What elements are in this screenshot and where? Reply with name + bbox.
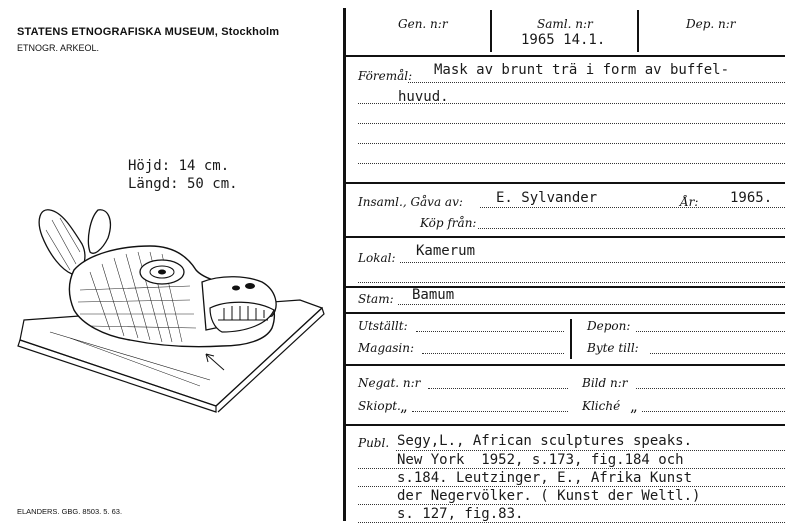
museum-title: STATENS ETNOGRAFISKA MUSEUM, Stockholm <box>17 26 280 38</box>
rule-utstallt <box>345 364 785 366</box>
publ-line-4: der Negervölker. ( Kunst der Weltl.) <box>397 488 701 504</box>
byte-label: Byte till: <box>587 341 639 355</box>
publ-dotline-2 <box>358 468 785 469</box>
foremal-dotline-5 <box>358 163 785 164</box>
foremal-line2: huvud. <box>398 89 449 105</box>
kliche-dotline <box>642 411 785 412</box>
magasin-label: Magasin: <box>358 341 415 355</box>
rule-top <box>345 55 785 57</box>
kliche-quote: „ <box>630 397 638 415</box>
stam-label: Stam: <box>358 292 394 306</box>
foremal-dotline-4 <box>358 143 785 144</box>
insaml-value: E. Sylvander <box>496 190 598 206</box>
top-divider-1 <box>490 10 492 52</box>
foremal-dotline-3 <box>358 123 785 124</box>
card-left-border <box>343 8 346 521</box>
kop-dotline <box>478 228 785 229</box>
skiopt-label: Skiopt. <box>358 399 401 413</box>
byte-dotline <box>650 353 785 354</box>
saml-value: 1965 14.1. <box>521 32 606 48</box>
ar-value: 1965. <box>730 190 773 206</box>
rule-stam <box>345 312 785 314</box>
bild-label: Bild n:r <box>582 376 628 390</box>
foremal-label: Föremål: <box>358 69 413 83</box>
publ-dotline-3 <box>358 486 785 487</box>
utstallt-label: Utställt: <box>358 319 408 333</box>
stam-value: Bamum <box>412 287 455 303</box>
skiopt-quote: „ <box>400 397 408 415</box>
publ-line-1: Segy,L., African sculptures speaks. <box>397 433 693 449</box>
stam-dotline <box>398 304 785 305</box>
publ-line-3: s.184. Leutzinger, E., Afrika Kunst <box>397 470 693 486</box>
negat-label: Negat. n:r <box>358 376 421 390</box>
publ-dotline-4 <box>358 504 785 505</box>
kop-label: Köp från: <box>420 216 477 230</box>
length-text: Längd: 50 cm. <box>128 176 238 192</box>
rule-foremal <box>345 182 785 184</box>
saml-label: Saml. n:r <box>537 17 593 31</box>
negat-dotline <box>428 388 568 389</box>
printer-imprint: ELANDERS. GBG. 8503. 5. 63. <box>17 507 123 516</box>
publ-label: Publ. <box>358 436 390 450</box>
ar-label: År: <box>680 195 699 209</box>
skiopt-dotline <box>412 411 568 412</box>
bild-dotline <box>636 388 785 389</box>
foremal-dotline-1 <box>408 82 785 83</box>
depon-label: Depon: <box>587 319 631 333</box>
top-divider-2 <box>637 10 639 52</box>
lokal-dotline-2 <box>358 282 785 283</box>
foremal-dotline-2 <box>358 103 785 104</box>
lokal-dotline-1 <box>400 262 785 263</box>
lokal-label: Lokal: <box>358 251 396 265</box>
mid-divider <box>570 319 572 359</box>
rule-negat <box>345 424 785 426</box>
gen-label: Gen. n:r <box>398 17 448 31</box>
publ-dotline-5 <box>358 522 785 523</box>
rule-lokal <box>345 286 785 288</box>
dep-label: Dep. n:r <box>686 17 736 31</box>
utstallt-dotline <box>416 331 564 332</box>
rule-insaml <box>345 236 785 238</box>
buffalo-mask-drawing <box>10 190 340 420</box>
department-label: ETNOGR. ARKEOL. <box>17 43 100 53</box>
lokal-value: Kamerum <box>416 243 476 259</box>
publ-line-5: s. 127, fig.83. <box>397 506 524 522</box>
depon-dotline <box>636 331 785 332</box>
height-text: Höjd: 14 cm. <box>128 158 230 174</box>
insaml-dotline <box>480 207 785 208</box>
foremal-line1: Mask av brunt trä i form av buffel- <box>434 62 730 78</box>
publ-line-2: New York 1952, s.173, fig.184 och <box>397 452 684 468</box>
magasin-dotline <box>422 353 564 354</box>
publ-dotline-1 <box>396 450 785 451</box>
insaml-label: Insaml., Gåva av: <box>358 195 463 209</box>
kliche-label: Kliché <box>582 399 621 413</box>
